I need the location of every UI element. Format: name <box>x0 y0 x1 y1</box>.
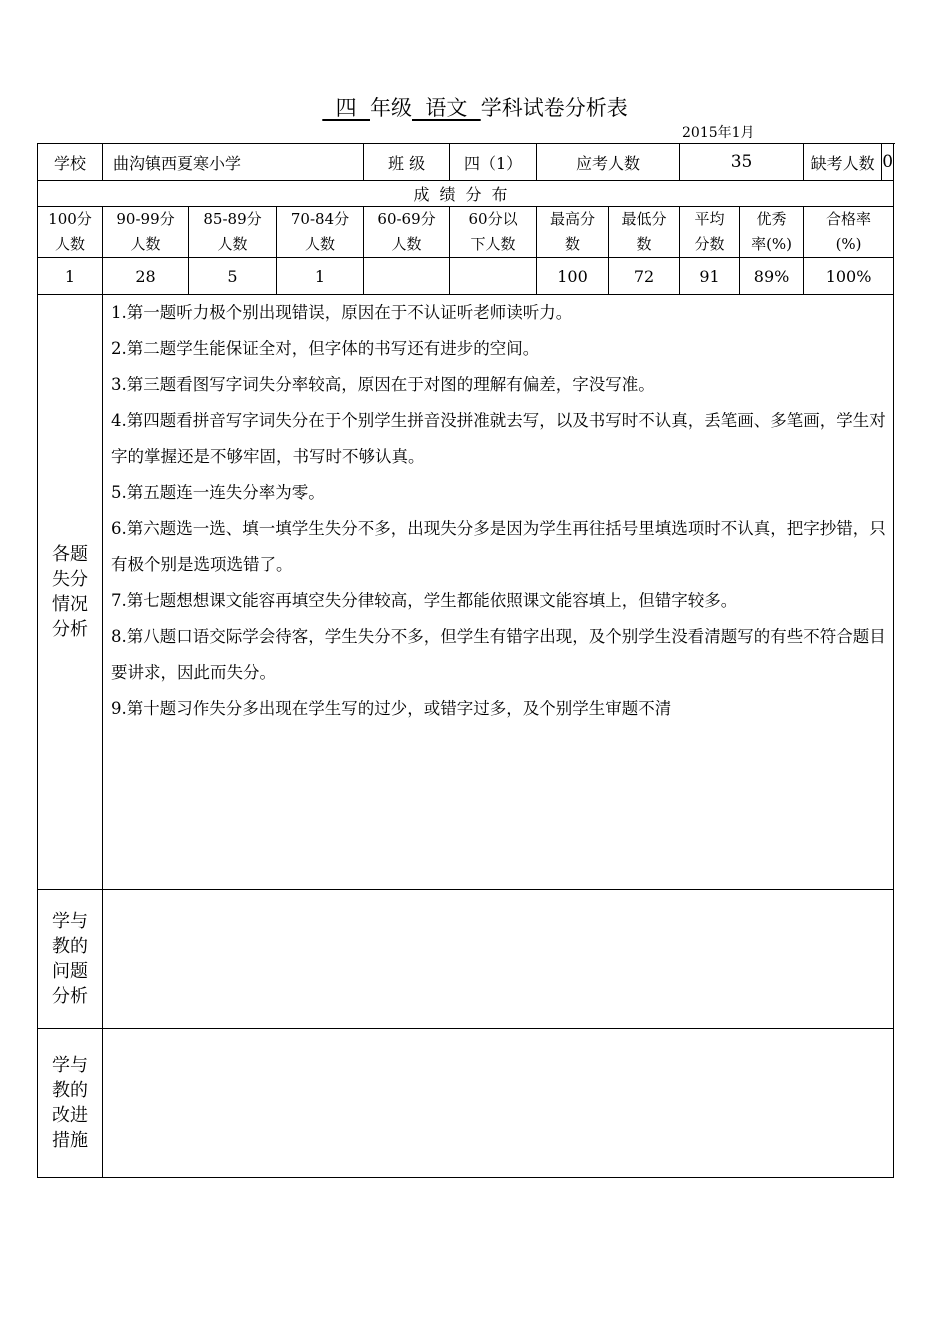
improve-content <box>103 1029 894 1178</box>
class-value: 四（1） <box>450 144 537 181</box>
column-header: 最高分 数 <box>537 207 609 258</box>
column-header: 最低分 数 <box>609 207 680 258</box>
value-cell: 100% <box>804 258 894 295</box>
grade-value: 四 <box>322 96 370 120</box>
analysis-item: 2.第二题学生能保证全对，但字体的书写还有进步的空间。 <box>111 339 540 358</box>
expected-value: 35 <box>680 144 804 181</box>
column-header: 85-89分 人数 <box>189 207 277 258</box>
column-header: 90-99分 人数 <box>103 207 189 258</box>
analysis-item: 7.第七题想想课文能容再填空失分律较高，学生都能依照课文能容填上，但错字较多。 <box>111 591 738 610</box>
value-cell: 5 <box>189 258 277 295</box>
absent-label-cell <box>804 144 894 181</box>
column-header: 合格率 (%) <box>804 207 894 258</box>
column-header: 100分 人数 <box>38 207 103 258</box>
value-cell: 100 <box>537 258 609 295</box>
school-value: 曲沟镇西夏寒小学 <box>103 144 364 181</box>
value-cell: 89% <box>740 258 804 295</box>
analysis-content <box>103 295 894 890</box>
info-row <box>38 144 894 181</box>
expected-label: 应考人数 <box>537 144 680 181</box>
problem-label: 学与教的问题分析 <box>38 890 103 1029</box>
analysis-item: 6.第六题选一选、填一填学生失分不多，出现失分多是因为学生再往括号里填选项时不认真，把字抄错，只有极个别是选项选错了。 <box>111 519 886 574</box>
analysis-item: 5.第五题连一连失分率为零。 <box>111 483 325 502</box>
value-cell: 72 <box>609 258 680 295</box>
analysis-item: 1.第一题听力极个别出现错误，原因在于不认证听老师读听力。 <box>111 303 573 322</box>
column-header-row <box>38 207 894 258</box>
subject-value: 语文 <box>412 96 481 120</box>
analysis-row <box>38 295 894 890</box>
grade-suffix: 年级 <box>370 96 412 120</box>
analysis-item: 8.第八题口语交际学会待客，学生失分不多，但学生有错字出现，及个别学生没看清题写的有些不符合题目要讲求，因此而失分。 <box>111 627 886 682</box>
page-title <box>0 92 950 122</box>
title-suffix: 学科试卷分析表 <box>480 96 628 120</box>
column-header: 平均 分数 <box>680 207 740 258</box>
value-cell: 1 <box>277 258 364 295</box>
value-cell: 1 <box>38 258 103 295</box>
distribution-header: 成绩分布 <box>38 181 894 207</box>
value-cell <box>364 258 450 295</box>
problem-content <box>103 890 894 1029</box>
analysis-label: 各题失分情况分析 <box>38 295 103 890</box>
analysis-table <box>37 143 894 1178</box>
values-row <box>38 258 894 295</box>
analysis-item: 4.第四题看拼音写字词失分在于个别学生拼音没拼准就去写，以及书写时不认真，丢笔画、多笔画，学生对字的掌握还是不够牢固，书写时不够认真。 <box>111 411 886 466</box>
school-label: 学校 <box>38 144 103 181</box>
value-cell: 91 <box>680 258 740 295</box>
column-header: 60分以 下人数 <box>450 207 537 258</box>
value-cell <box>450 258 537 295</box>
analysis-item: 9.第十题习作失分多出现在学生写的过少，或错字过多，及个别学生审题不清 <box>111 699 672 718</box>
improve-label: 学与教的改进措施 <box>38 1029 103 1178</box>
class-label: 班 级 <box>364 144 450 181</box>
column-header: 优秀 率(%) <box>740 207 804 258</box>
problem-row <box>38 890 894 1029</box>
analysis-item: 3.第三题看图写字词失分率较高，原因在于对图的理解有偏差，字没写准。 <box>111 375 655 394</box>
absent-label: 缺考人数 <box>804 144 882 180</box>
column-header: 60-69分 人数 <box>364 207 450 258</box>
improve-row <box>38 1029 894 1178</box>
value-cell: 28 <box>103 258 189 295</box>
column-header: 70-84分 人数 <box>277 207 364 258</box>
report-date: 2015年1月 <box>682 125 755 141</box>
absent-value: 0 <box>882 152 894 172</box>
